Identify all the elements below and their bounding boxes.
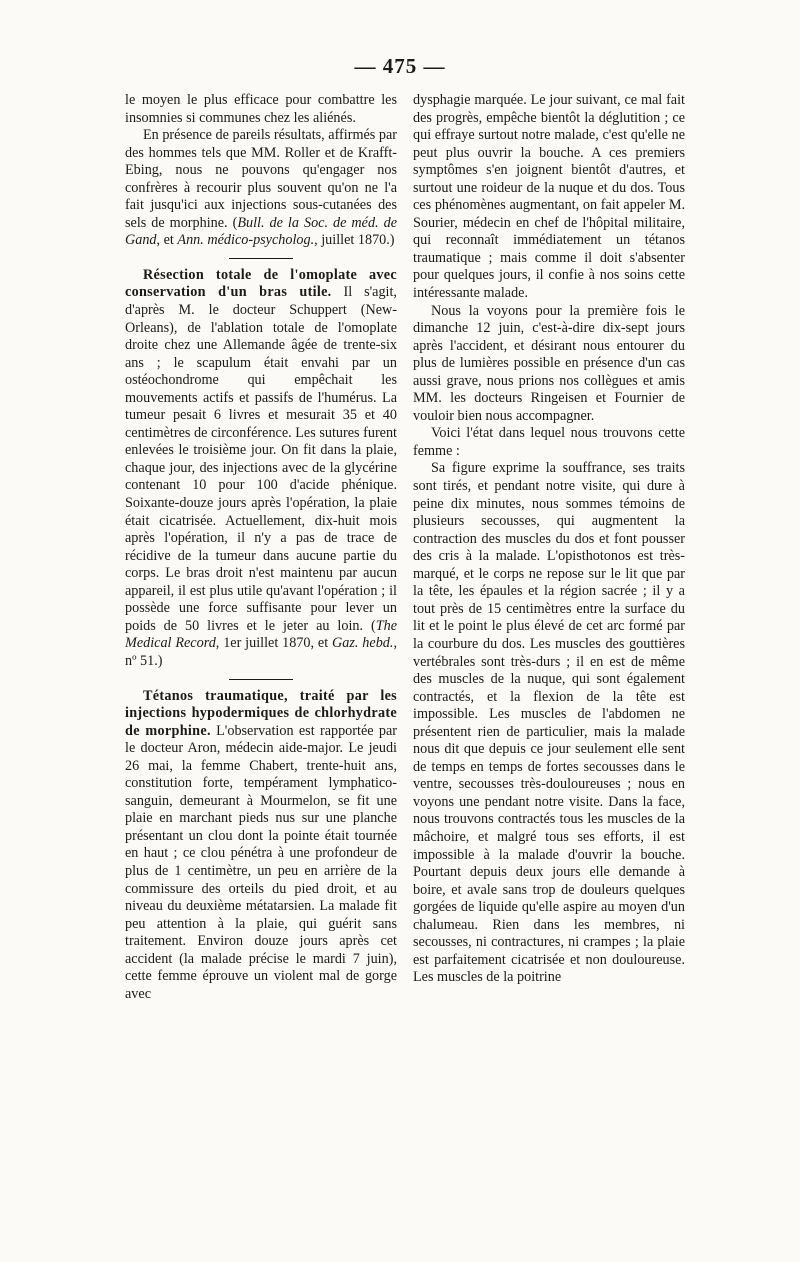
citation: The Medical Record [125, 617, 397, 652]
paragraph-text: Il s'agit, d'après M. le docteur Schuppert (New-Orleans), de l'ablation totale de l'omoplate droite chez une Allemande âgée de trente-six ans ; le scapulum était envahi par un ostéochondrome qui empêchait les mouvements actifs et passifs de l'humérus. La tumeur pesait 6 livres et mesurait 35 et 40 centimètres de circonférence. Les sutures furent enlevées le troisième jour. On fit dans la plaie, chaque jour, des injections avec de la glycérine contenant 10 pour 100 d'acide phénique. Soixante-douze jours après l'opération, la plaie était cicatrisée. Actuellement, dix-huit mois après l'opération, il n'y a pas de trace de récidive de la tumeur dans aucune partie du corps. Le bras droit n'est maintenu par aucun appareil, il est plus utile qu'avant l'opération ; il possède une force suffisante pour lever un poids de 50 livres et le jeter au loin. ( [125, 284, 397, 634]
citation: Gaz. hebd. [332, 635, 394, 652]
paragraph: Nous la voyons pour la première fois le dimanche 12 juin, c'est-à-dire dix-sept jours après l'accident, et désirant nous entourer du plus de lumières possible en présence d'un cas aussi grave, nous prions nos collègues et amis MM. les docteurs Ringeisen et Fournier de vouloir bien nous accompagner. [413, 302, 685, 424]
paragraph-text: , et [156, 232, 178, 249]
paragraph-text: En présence de pareils résultats, affirmés par des hommes tels que MM. Roller et de Krafft-Ebing, nous ne pouvons qu'engager nos confrères à recourir plus souvent qu'on ne l'a fait jusqu'ici aux injections sous-cutanées des sels de morphine. ( [125, 127, 397, 231]
article-paragraph [125, 688, 397, 1004]
article-heading: Tétanos traumatique, traité par les injections hypodermiques de chlorhydrate de morphine. [125, 687, 397, 739]
paragraph: Sa figure exprime la souffrance, ses traits sont tirés, et pendant notre visite, qui dure à peine dix minutes, nous sommes témoins de plusieurs secousses, qui augmentent la contraction des muscles du dos et font pousser des cris à la malade. L'opisthotonos est très-marqué, et le corps ne repose sur le lit que par la tête, les épaules et la région sacrée ; il y a tout près de 15 centimètres entre la surface du lit et le point le plus élevé de cet arc formé par la courbure du dos. Les muscles des gouttières vertébrales sont très-durs ; il en est de même des muscles de la nuque, qui sont également contractés, et la flexion de la tête est impossible. Les muscles de l'abdomen ne présentent rien de particulier, mais la malade nous dit que depuis ce jour seulement elle sent de temps en temps de fortes secousses dans le ventre, secousses très-douloureuses ; nous en voyons une pendant notre visite. Dans la face, nous trouvons contractés tous les muscles de la mâchoire, et malgré tous ses efforts, il est impossible à la malade d'ouvrir la bouche. Pourtant depuis deux jours elle demande à boire, et avale sans trop de douleurs quelques gorgées de liquide qu'elle aspire au moyen d'un chalumeau. Rien dans les membres, ni secousses, ni contractures, ni crampes ; la plaie est parfaitement cicatrisée et non douloureuse. Les muscles de la poitrine [413, 460, 685, 986]
page-number: — 475 — [354, 54, 446, 78]
paragraph-text: L'observation est rapportée par le docteur Aron, médecin aide-major. Le jeudi 26 mai, la femme Chabert, trente-huit ans, constitution forte, tempérament lymphatico-sanguin, demeurant à Mourmelon, se fit une plaie en marchant pieds nus sur une planche présentant un clou dont la pointe était tournée en haut ; ce clou pénétra à une profondeur de plus de 1 centimètre, un peu en arrière de la commissure des orteils du pied droit, et au niveau du deuxième métatarsien. La malade fit peu attention à la plaie, qui guérit sans traitement. Environ douze jours après cet accident (la malade précise le mardi 7 juin), cette femme éprouve un violent mal de gorge avec [125, 722, 397, 1002]
paragraph: le moyen le plus efficace pour combattre les insomnies si communes chez les aliénés. [125, 92, 397, 126]
article-heading: Résection totale de l'omoplate avec conservation d'un bras utile. [125, 266, 397, 301]
paragraph: dysphagie marquée. Le jour suivant, ce mal fait des progrès, empêche bientôt la déglutition ; ce qui effraye surtout notre malade, c'est qu'elle ne peut plus ouvrir la bouche. A ces premiers symptômes s'en joignent bientôt d'autres, et surtout une roideur de la nuque et du dos. Tous ces phénomènes augmentant, on fait appeler M. Sourier, médecin en chef de l'hôpital militaire, qui reconnaît immédiatement un tétanos traumatique ; mais comme il doit s'absenter pour quelques jours, il confie à nos soins cette intéressante malade. [413, 92, 685, 302]
section-divider [229, 258, 293, 259]
paragraph-text: , nº 51.) [125, 635, 397, 669]
left-column [125, 92, 397, 1003]
section-divider [229, 679, 293, 680]
right-column [413, 92, 685, 987]
paragraph-text: , 1er juillet 1870, et [215, 635, 333, 652]
paragraph: Voici l'état dans lequel nous trouvons cette femme : [413, 425, 685, 459]
paragraph-text: , juillet 1870.) [314, 232, 395, 249]
article-paragraph [125, 267, 397, 671]
paragraph [125, 127, 397, 250]
citation: Ann. médico-psycholog. [177, 232, 315, 249]
citation: Bull. de la Soc. de méd. de Gand [125, 214, 397, 249]
